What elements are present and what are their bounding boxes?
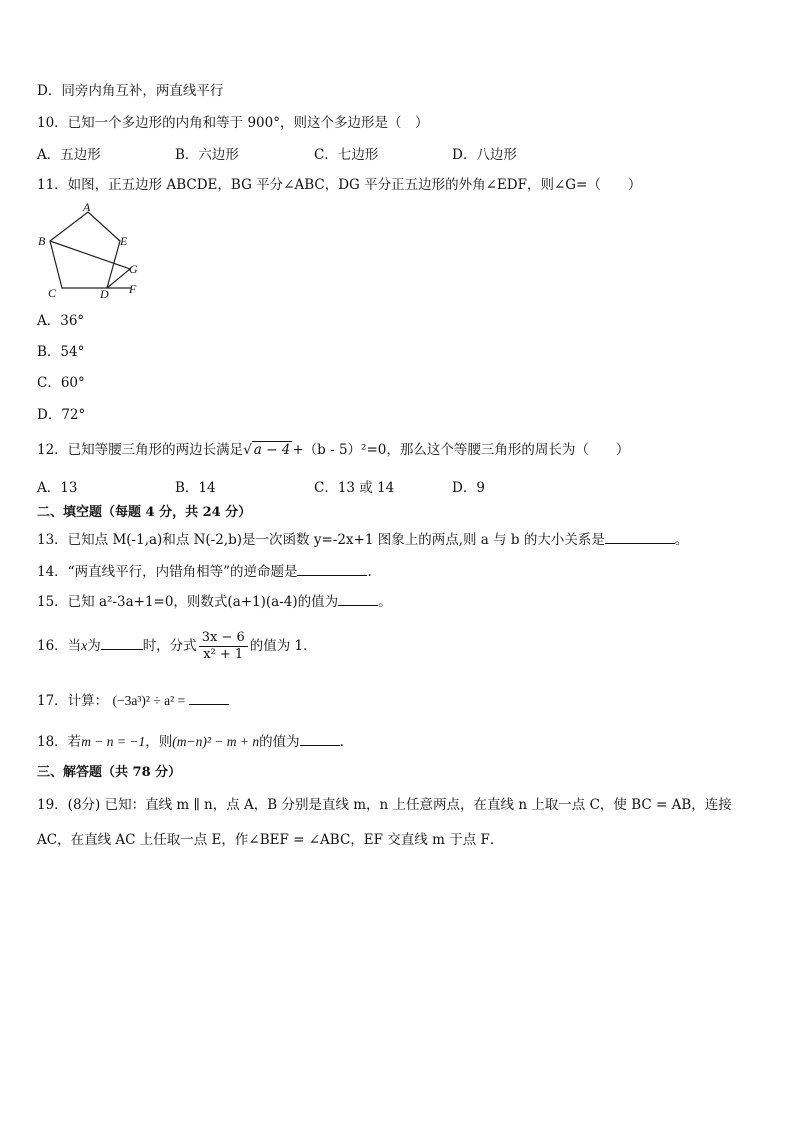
bisector-bg <box>50 241 130 269</box>
q17 <box>37 692 229 710</box>
q12-option-c: C．13 或 14 <box>314 480 395 496</box>
q15-answer-blank <box>338 593 378 606</box>
label-f: F <box>129 282 137 296</box>
label-b: B <box>38 234 46 248</box>
q13-answer-blank <box>605 531 675 544</box>
q17-expression: (−3a³)² ÷ a² = <box>112 693 186 708</box>
pentagon-shape <box>50 212 120 288</box>
q11-option-a: A．36° <box>37 313 85 329</box>
q11-option-d: D．72° <box>37 407 86 423</box>
q10-option-d: D．八边形 <box>452 147 517 163</box>
sqrt-expression: √ a − 4 <box>243 442 291 458</box>
q14-stem: 14．“两直线平行，内错角相等”的逆命题是 <box>37 564 298 580</box>
q15-end: 。 <box>378 594 392 610</box>
q18 <box>37 733 344 751</box>
q18-expression: (m−n)² − m + n <box>172 734 260 749</box>
label-a: A <box>83 200 91 214</box>
q10-option-b: B．六边形 <box>175 147 239 163</box>
q19-line2: AC，在直线 AC 上任取一点 E，作∠BEF = ∠ABC，EF 交直线 m 于点 F． <box>37 832 504 848</box>
q15-stem: 15．已知 a²-3a+1=0，则数式(a+1)(a-4)的值为 <box>37 594 339 610</box>
q14 <box>37 563 372 581</box>
q10-option-c: C．七边形 <box>314 147 379 163</box>
q19-line1: 19．(8分) 已知：直线 m ∥ n，点 A，B 分别是直线 m，n 上任意两点，在直线 n 上取一点 C，使 BC = AB，连接 <box>37 797 732 813</box>
q16 <box>37 626 317 666</box>
q18-mid: ，则 <box>145 734 173 750</box>
q12-stem <box>37 441 629 459</box>
q11-option-c: C．60° <box>37 375 85 391</box>
q11-option-b: B．54° <box>37 344 85 360</box>
q16-denominator: x² + 1 <box>203 647 244 662</box>
q12-option-a: A．13 <box>37 480 78 496</box>
q13-stem: 13．已知点 M(-1,a)和点 N(-2,b)是一次函数 y=-2x+1 图象上的两点,则 a 与 b 的大小关系是 <box>37 532 605 548</box>
q12-option-d: D．9 <box>452 480 485 496</box>
q12-stem-mid: +（b - 5）²=0，那么这个等腰三角形的周长为（ ） <box>292 442 630 458</box>
q16-end: 的值为 1． <box>249 638 317 654</box>
q11-stem: 11．如图，正五边形 ABCDE，BG 平分∠ABC，DG 平分正五边形的外角∠EDF，则∠G=（ ） <box>37 177 642 193</box>
q16-mid: 为 <box>87 638 101 654</box>
q10-stem: 10．已知一个多边形的内角和等于 900°，则这个多边形是（ ） <box>37 115 429 131</box>
bisector-dg <box>107 269 130 288</box>
q13 <box>37 531 688 549</box>
q18-tail: . <box>339 734 344 750</box>
sqrt-radicand: a − 4 <box>253 442 291 458</box>
q14-end: . <box>367 564 372 580</box>
q18-condition: m − n = −1 <box>81 734 146 749</box>
q16-numerator: 3x − 6 <box>199 630 248 647</box>
section-fill-in-heading: 二、填空题（每题 4 分，共 24 分） <box>37 505 252 520</box>
q9-option-d: D．同旁内角互补，两直线平行 <box>37 83 224 99</box>
q16-mid2: 时，分式 <box>142 638 197 654</box>
q18-pre: 18．若 <box>37 734 82 750</box>
q16-pre: 16．当 <box>37 638 82 654</box>
q16-answer-blank <box>101 637 143 650</box>
label-c: C <box>48 286 57 300</box>
q12-stem-before: 12．已知等腰三角形的两边长满足 <box>37 442 244 458</box>
q16-var: x <box>81 638 88 653</box>
q10-option-a: A．五边形 <box>37 147 101 163</box>
q13-end: 。 <box>674 532 689 548</box>
q18-end: 的值为 <box>259 734 300 750</box>
q16-fraction <box>199 630 248 663</box>
pentagon-figure <box>34 200 146 302</box>
label-e: E <box>120 234 128 248</box>
q14-answer-blank <box>297 563 367 576</box>
q17-answer-blank <box>189 692 229 705</box>
label-d: D <box>100 287 109 301</box>
label-g: G <box>129 262 138 276</box>
q15 <box>37 593 392 611</box>
q17-pre: 17．计算： <box>37 693 109 709</box>
q18-answer-blank <box>300 733 340 746</box>
section-solution-heading: 三、解答题（共 78 分） <box>37 765 182 780</box>
q12-option-b: B．14 <box>175 480 216 496</box>
